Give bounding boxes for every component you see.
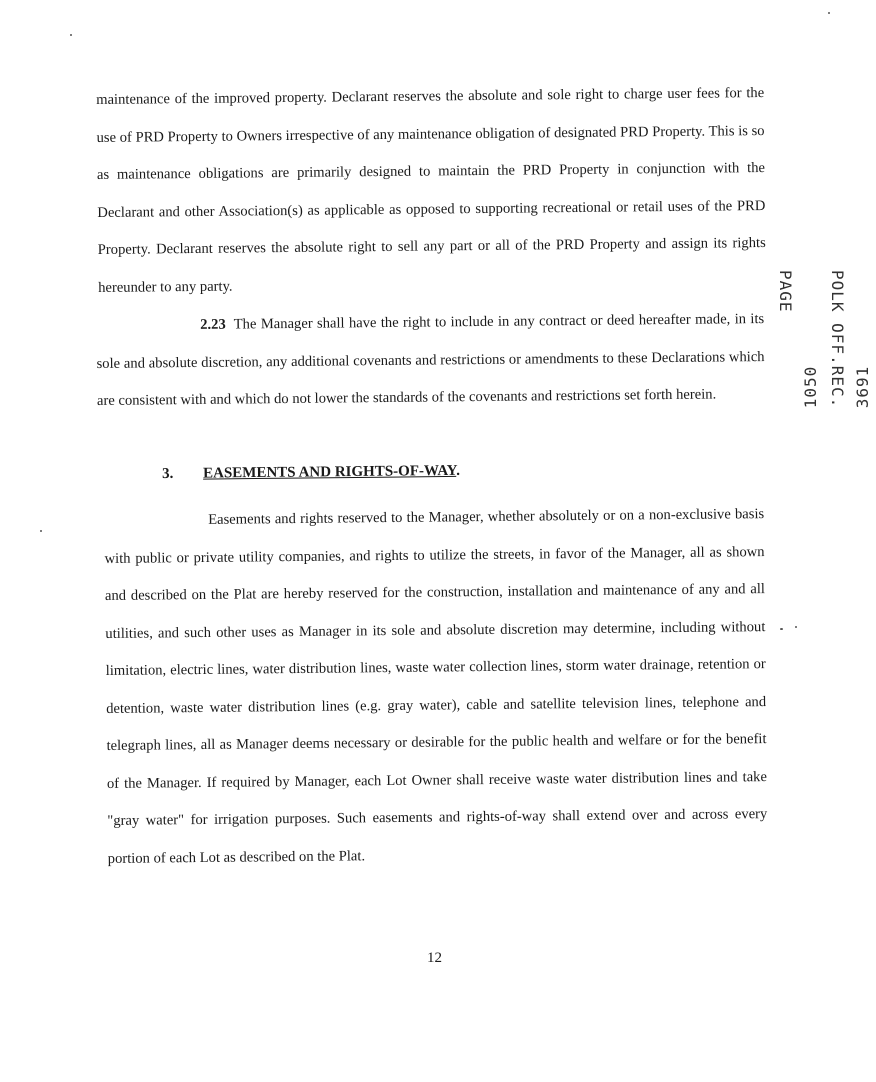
- paragraph-continued: maintenance of the improved property. Declarant reserves the absolute and sole right to charge user fees for the use of PRD Property to Owners irrespective of any maintenance obligation of designated PRD Property. This is so as maintenance obligations are primarily designed to maintain the PRD Property in conjunction with the Declarant and other Association(s) as applicable as opposed to supporting recreational or retail uses of the PRD Property. Declarant reserves the absolute right to sell any part or all of the PRD Property and assign its rights hereunder to any party.: [96, 85, 766, 296]
- scan-speck: [828, 12, 830, 14]
- heading-title: EASEMENTS AND RIGHTS-OF-WAY: [202, 462, 457, 482]
- heading-number: 3.: [162, 465, 174, 482]
- section-3-heading: [162, 463, 460, 483]
- heading-period: .: [456, 462, 461, 479]
- scan-speck: [40, 530, 42, 532]
- section-2-23-paragraph: [96, 301, 765, 420]
- section-text: The Manager shall have the right to include in any contract or deed hereafter made, in its sole and absolute discretion, any additional covenants and restrictions or amendments to these Declarations which are consistent with and which do not lower the standards of the covenants and restrictions set forth herein.: [96, 311, 765, 409]
- page-label: PAGE: [776, 270, 795, 313]
- page-number: 12: [427, 950, 442, 966]
- section-number: 2.23: [200, 316, 226, 333]
- scan-speck: [70, 34, 72, 36]
- recording-stamp: [772, 270, 876, 408]
- scan-speck: [795, 626, 797, 628]
- book-number: 3691: [853, 365, 872, 409]
- record-label: POLK OFF.REC.: [828, 270, 847, 409]
- scan-speck: [780, 628, 783, 630]
- page-ref-number: 1050: [801, 365, 820, 409]
- easements-paragraph: Easements and rights reserved to the Manager, whether absolutely or on a non-exclusive basis with public or private utility companies, and rights to utilize the streets, in favor of the Manager, all as shown and described on the Plat are hereby reserved for the construction, installation and maintenance of any and all utilities, and such other uses as Manager in its sole and absolute discretion may determine, including without limitation, electric lines, water distribution lines, waste water collection lines, storm water drainage, retention or detention, waste water distribution lines (e.g. gray water), cable and satellite television lines, telephone and telegraph lines, all as Manager deems necessary or desirable for the public health and welfare or for the benefit of the Manager. If required by Manager, each Lot Owner shall receive waste water distribution lines and take "gray water" for irrigation purposes. Such easements and rights-of-way shall extend over and across every portion of each Lot as described on the Plat.: [104, 506, 768, 867]
